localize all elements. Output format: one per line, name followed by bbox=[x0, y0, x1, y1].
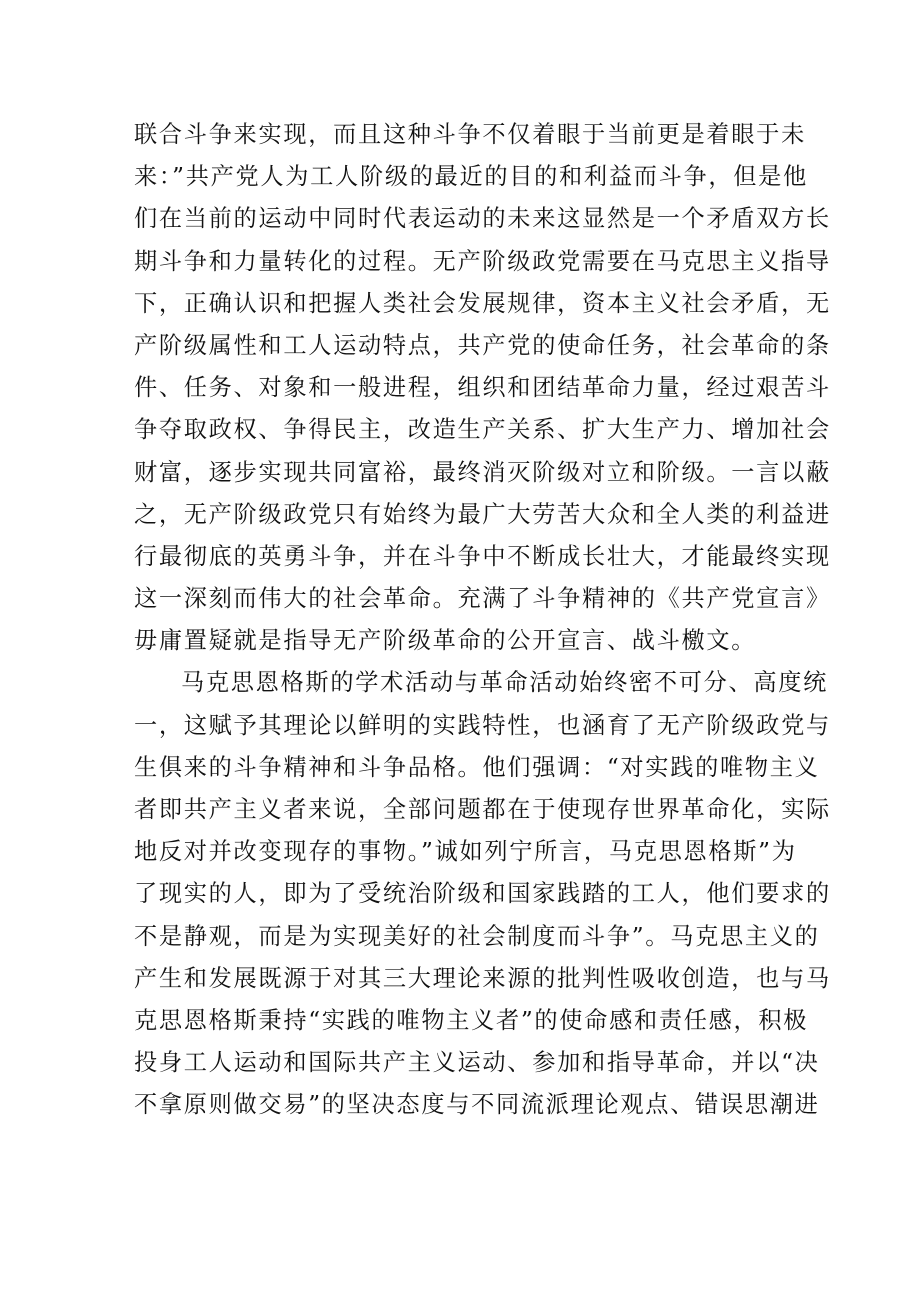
text-line: 不是静观，而是为实现美好的社会制度而斗争”。马克思主义的 bbox=[134, 922, 820, 950]
text-line: 者即共产主义者来说，全部问题都在于使现存世界革命化，实际 bbox=[134, 796, 831, 823]
paragraph-2 bbox=[134, 662, 831, 1126]
text-line: 来：”共产党人为工人阶级的最近的目的和利益而斗争，但是他 bbox=[134, 163, 808, 191]
text-line: 行最彻底的英勇斗争，并在斗争中不断成长壮大，才能最终实现 bbox=[134, 542, 831, 570]
text-line: 下，正确认识和把握人类社会发展规律，资本主义社会矛盾，无 bbox=[134, 289, 831, 317]
text-line: 产生和发展既源于对其三大理论来源的批判性吸收创造，也与马 bbox=[134, 964, 831, 992]
text-line: 这一深刻而伟大的社会革命。充满了斗争精神的《共产党宣言》 bbox=[134, 585, 831, 613]
text-line: 生俱来的斗争精神和斗争品格。他们强调：“对实践的唯物主义 bbox=[134, 753, 820, 781]
text-line: 财富，逐步实现共同富裕，最终消灭阶级对立和阶级。一言以蔽 bbox=[134, 458, 831, 486]
text-line: 件、任务、对象和一般进程，组织和团结革命力量，经过艰苦斗 bbox=[134, 374, 831, 402]
text-line: 们在当前的运动中同时代表运动的未来这显然是一个矛盾双方长 bbox=[134, 205, 831, 233]
text-line: 期斗争和力量转化的过程。无产阶级政党需要在马克思主义指导 bbox=[134, 247, 831, 275]
text-line: 产阶级属性和工人运动特点，共产党的使命任务，社会革命的条 bbox=[134, 331, 831, 359]
text-line: 毋庸置疑就是指导无产阶级革命的公开宣言、战斗檄文。 bbox=[134, 627, 757, 655]
text-line: 了现实的人，即为了受统治阶级和国家践踏的工人，他们要求的 bbox=[134, 880, 831, 908]
body-text bbox=[134, 114, 831, 1127]
text-line: 马克思恩格斯的学术活动与革命活动始终密不可分、高度统 bbox=[181, 669, 829, 697]
paragraph-1 bbox=[134, 114, 831, 662]
text-line: 联合斗争来实现，而且这种斗争不仅着眼于当前更是着眼于未 bbox=[134, 121, 806, 148]
text-line: 投身工人运动和国际共产主义运动、参加和指导革命，并以“决 bbox=[134, 1049, 820, 1077]
text-line: 地反对并改变现存的事物。”诚如列宁所言，马克思恩格斯”为 bbox=[134, 838, 797, 866]
text-line: 不拿原则做交易”的坚决态度与不同流派理论观点、错误思潮进 bbox=[134, 1091, 820, 1119]
text-line: 之，无产阶级政党只有始终为最广大劳苦大众和全人类的利益进 bbox=[134, 500, 831, 528]
text-line: 争夺取政权、争得民主，改造生产关系、扩大生产力、增加社会 bbox=[134, 416, 831, 444]
text-line: 一，这赋予其理论以鲜明的实践特性，也涵育了无产阶级政党与 bbox=[134, 711, 831, 739]
text-line: 克思恩格斯秉持“实践的唯物主义者”的使命感和责任感，积极 bbox=[134, 1006, 809, 1034]
